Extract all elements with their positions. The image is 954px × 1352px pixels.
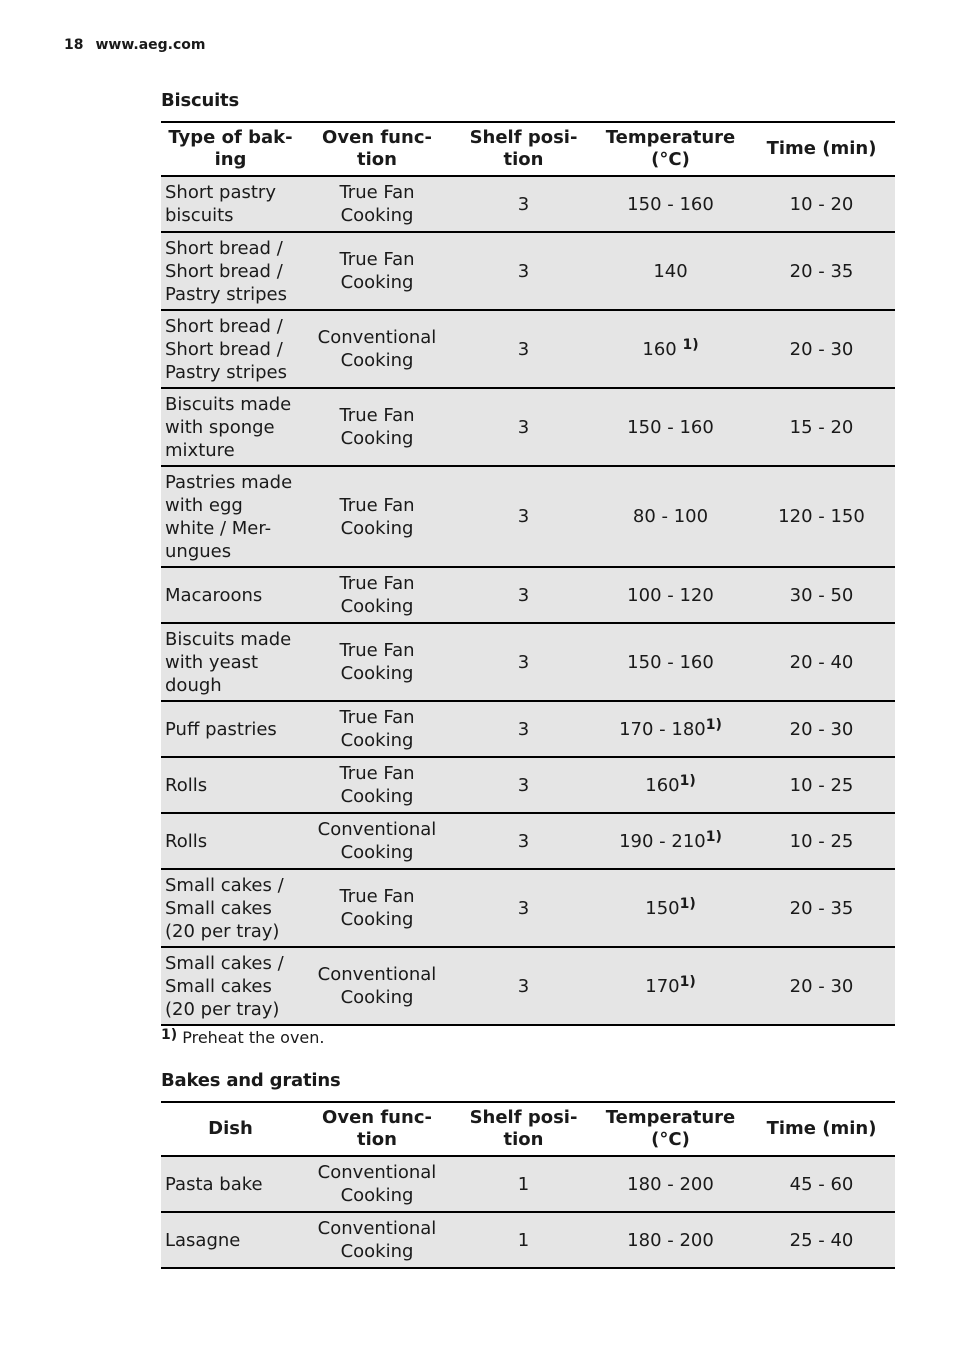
biscuits-title: Biscuits [161,90,239,111]
cell-dish-text: Lasagne [165,1229,241,1251]
cell-time-text: 10 - 20 [789,193,854,215]
cell-shelf-position-text: 3 [517,338,530,360]
cell-shelf-position [454,623,593,701]
biscuits-table [161,121,895,1026]
cell-temperature [593,466,748,567]
cell-dish-text: Pastries made with egg white / Mer-ungues [165,471,293,562]
footnote-marker: 1) [705,716,722,733]
cell-temperature [593,176,748,232]
cell-time [748,757,895,813]
cell-shelf-position-text: 3 [517,897,530,919]
cell-time-text: 20 - 35 [789,897,854,919]
cell-time [748,567,895,623]
column-header: Temperature (°C) [593,1102,748,1156]
cell-shelf-position-text: 3 [517,975,530,997]
column-header: Temperature (°C) [593,122,748,176]
cell-oven-function-text: True Fan Cooking [339,494,415,539]
cell-temperature [593,947,748,1025]
cell-time [748,701,895,757]
cell-time-text: 20 - 30 [789,718,854,740]
footnote-text: Preheat the oven. [177,1028,325,1047]
cell-temperature [593,757,748,813]
table-row [161,757,895,813]
cell-dish-text: Short pastry biscuits [165,182,276,226]
cell-oven-function-text: Conventional Cooking [317,964,437,1008]
table-row [161,1156,895,1212]
cell-shelf-position [454,567,593,623]
cell-dish [161,869,300,947]
footnote-mark: 1) [161,1027,178,1043]
cell-time [748,813,895,869]
cell-oven-function-text: True Fan Cooking [339,405,415,449]
cell-oven-function-text: True Fan Cooking [339,249,415,293]
cell-time-text: 20 - 30 [789,975,854,997]
table-header-row [161,1102,895,1156]
cell-shelf-position [454,388,593,466]
table-row [161,1212,895,1268]
cell-temperature-text: 170 - 180 [619,718,706,740]
table-row [161,232,895,310]
cell-dish-text: Biscuits made with yeast dough [165,628,292,696]
cell-oven-function-text: True Fan Cooking [339,640,415,684]
cell-temperature [593,1212,748,1268]
cell-temperature-text: 150 - 160 [627,416,714,438]
footnote [161,1027,324,1047]
cell-oven-function-text: Conventional Cooking [317,1162,437,1206]
table-row [161,310,895,388]
cell-dish [161,947,300,1025]
cell-temperature-text: 150 [645,897,680,919]
cell-dish [161,232,300,310]
cell-temperature-text: 180 - 200 [627,1229,714,1251]
cell-shelf-position-text: 3 [517,830,530,852]
cell-time [748,1156,895,1212]
cell-temperature-text: 80 - 100 [632,506,709,527]
footnote-marker: 1) [679,772,696,789]
cell-oven-function [300,757,454,813]
cell-temperature-text: 150 - 160 [627,193,714,215]
cell-time [748,232,895,310]
cell-temperature [593,623,748,701]
cell-dish-text: Small cakes / Small cakes (20 per tray) [165,952,284,1020]
cell-shelf-position [454,310,593,388]
cell-temperature [593,388,748,466]
cell-time-text: 10 - 25 [789,830,854,852]
column-header: Oven func- tion [300,1102,454,1156]
cell-temperature [593,701,748,757]
cell-dish [161,466,300,567]
cell-dish-text: Small cakes / Small cakes (20 per tray) [165,874,284,942]
table-row [161,813,895,869]
cell-oven-function-text: True Fan Cooking [339,182,415,226]
cell-oven-function [300,1156,454,1212]
cell-temperature-text: 170 [645,975,680,997]
cell-temperature-text: 190 - 210 [619,830,706,852]
table-row [161,947,895,1025]
website-url: www.aeg.com [95,37,206,53]
cell-shelf-position [454,1156,593,1212]
cell-shelf-position [454,466,593,567]
cell-shelf-position-text: 3 [517,416,530,438]
cell-oven-function-text: True Fan Cooking [339,886,415,930]
cell-temperature [593,869,748,947]
column-header: Dish [161,1102,300,1156]
cell-oven-function-text: Conventional Cooking [317,819,437,863]
cell-shelf-position-text: 1 [517,1173,530,1195]
table-row [161,388,895,466]
cell-time [748,466,895,567]
bakes-table [161,1101,895,1269]
cell-shelf-position [454,1212,593,1268]
cell-dish-text: Macaroons [165,584,263,606]
cell-dish-text: Biscuits made with sponge mixture [165,393,292,461]
cell-time [748,623,895,701]
cell-dish [161,757,300,813]
page-number: 18 [64,37,84,53]
cell-shelf-position [454,869,593,947]
table-row [161,567,895,623]
column-header: Oven func- tion [300,122,454,176]
cell-time-text: 45 - 60 [789,1173,854,1195]
cell-temperature [593,567,748,623]
table-row [161,701,895,757]
cell-time [748,388,895,466]
cell-shelf-position-text: 3 [517,774,530,796]
cell-dish [161,310,300,388]
cell-time [748,176,895,232]
cell-time [748,869,895,947]
cell-temperature-text: 160 [645,774,680,796]
cell-dish-text: Rolls [165,830,208,852]
cell-dish [161,813,300,869]
bakes-title: Bakes and gratins [161,1070,341,1091]
cell-temperature-text: 150 - 160 [627,651,714,673]
cell-time-text: 20 - 40 [789,651,854,673]
column-header: Shelf posi- tion [454,122,593,176]
cell-oven-function-text: True Fan Cooking [339,763,415,807]
cell-dish [161,623,300,701]
table-row [161,466,895,567]
column-header: Type of bak- ing [161,122,300,176]
cell-dish-text: Puff pastries [165,718,277,740]
cell-shelf-position [454,232,593,310]
cell-temperature-text: 100 - 120 [627,584,714,606]
cell-dish [161,1156,300,1212]
cell-shelf-position-text: 3 [517,506,530,527]
footnote-marker: 1) [682,336,699,353]
cell-shelf-position-text: 3 [517,260,530,282]
cell-shelf-position [454,947,593,1025]
cell-shelf-position-text: 1 [517,1229,530,1251]
cell-temperature-text: 140 [653,260,688,282]
cell-time-text: 15 - 20 [789,416,854,438]
cell-time [748,947,895,1025]
cell-shelf-position [454,757,593,813]
cell-temperature [593,813,748,869]
cell-oven-function-text: True Fan Cooking [339,707,415,751]
column-header: Time (min) [748,1102,895,1156]
column-header: Shelf posi- tion [454,1102,593,1156]
cell-oven-function [300,813,454,869]
cell-time-text: 120 - 150 [778,506,865,527]
cell-temperature [593,232,748,310]
cell-dish [161,567,300,623]
cell-temperature [593,1156,748,1212]
table-row [161,623,895,701]
cell-oven-function-text: Conventional Cooking [317,327,437,371]
cell-time-text: 30 - 50 [789,584,854,606]
table-row [161,869,895,947]
cell-shelf-position [454,176,593,232]
cell-dish-text: Short bread / Short bread / Pastry stripes [165,237,288,305]
cell-oven-function [300,176,454,232]
cell-oven-function [300,701,454,757]
cell-time [748,1212,895,1268]
cell-oven-function [300,388,454,466]
cell-oven-function-text: True Fan Cooking [339,573,415,617]
cell-shelf-position-text: 3 [517,718,530,740]
cell-oven-function-text: Conventional Cooking [317,1218,437,1262]
cell-dish [161,1212,300,1268]
page-header [64,37,206,53]
cell-oven-function [300,869,454,947]
cell-time-text: 10 - 25 [789,774,854,796]
table-row [161,176,895,232]
cell-oven-function [300,1212,454,1268]
cell-dish [161,388,300,466]
cell-dish [161,701,300,757]
cell-time-text: 20 - 30 [789,338,854,360]
cell-temperature [593,310,748,388]
cell-oven-function [300,310,454,388]
cell-shelf-position-text: 3 [517,651,530,673]
cell-oven-function [300,466,454,567]
cell-temperature-text: 180 - 200 [627,1173,714,1195]
footnote-marker: 1) [705,828,722,845]
cell-dish [161,176,300,232]
column-header: Time (min) [748,122,895,176]
cell-shelf-position [454,701,593,757]
footnote-marker: 1) [679,973,696,990]
cell-shelf-position [454,813,593,869]
cell-oven-function [300,567,454,623]
table-header-row [161,122,895,176]
cell-shelf-position-text: 3 [517,193,530,215]
cell-time-text: 25 - 40 [789,1229,854,1251]
cell-temperature-text: 160 [642,338,683,360]
cell-oven-function [300,947,454,1025]
cell-dish-text: Short bread / Short bread / Pastry stripes [165,315,288,383]
cell-oven-function [300,232,454,310]
cell-time [748,310,895,388]
cell-dish-text: Rolls [165,774,208,796]
footnote-marker: 1) [679,895,696,912]
cell-dish-text: Pasta bake [165,1173,263,1195]
cell-oven-function [300,623,454,701]
cell-shelf-position-text: 3 [517,584,530,606]
cell-time-text: 20 - 35 [789,260,854,282]
